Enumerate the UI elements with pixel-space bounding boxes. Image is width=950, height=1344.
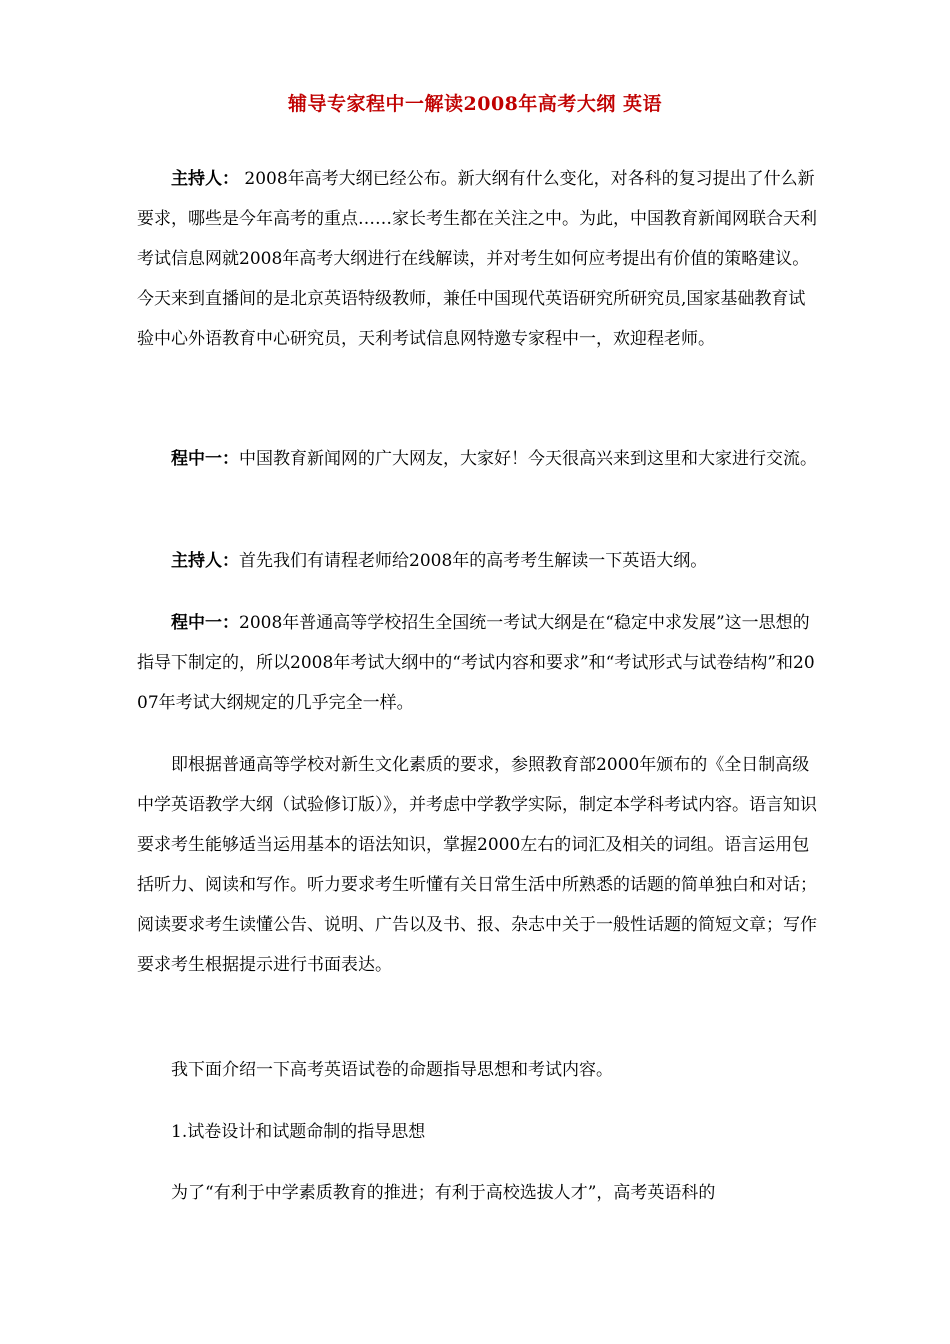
paragraph-text: 首先我们有请程老师给2008年的高考考生解读一下英语大纲。 (239, 551, 708, 571)
paragraph-text: 1.试卷设计和试题命制的指导思想 (171, 1122, 426, 1142)
paragraph-exam-content (137, 745, 817, 985)
paragraph-guiding-thought (137, 1173, 817, 1213)
section-heading (137, 1112, 817, 1152)
speaker-label: 主持人： (171, 169, 239, 189)
paragraph-guest-answer (137, 603, 817, 723)
paragraph-text: 中国教育新闻网的广大网友，大家好！今天很高兴来到这里和大家进行交流。 (239, 449, 817, 469)
paragraph-text: 即根据普通高等学校对新生文化素质的要求，参照教育部2000年颁布的《全日制高级中学英语教学大纲（试验修订版）》，并考虑中学教学实际，制定本学科考试内容。语言知识要求考生能够适当运用基本的语法知识，掌握2000左右的词汇及相关的词组。语言运用包括听力、阅读和写作。听力要求考生听懂有关日常生活中所熟悉的话题的简单独白和对话；阅读要求考生读懂公告、说明、广告以及书、报、杂志中关于一般性话题的简短文章；写作要求考生根据提示进行书面表达。 (137, 755, 817, 975)
paragraph-host-intro (137, 159, 817, 359)
paragraph-intro-next (137, 1050, 817, 1090)
speaker-label: 程中一： (171, 449, 239, 469)
paragraph-text: 为了“有利于中学素质教育的推进；有利于高校选拔人才”，高考英语科的 (171, 1183, 716, 1203)
paragraph-guest-greeting (137, 439, 817, 479)
document-title: 辅导专家程中一解读2008年高考大纲 英语 (288, 93, 662, 115)
paragraph-text: 2008年普通高等学校招生全国统一考试大纲是在“稳定中求发展”这一思想的指导下制定的，所以2008年考试大纲中的“考试内容和要求”和“考试形式与试卷结构”和2007年考试大纲规定的几乎完全一样。 (137, 613, 815, 713)
paragraph-host-question (137, 541, 817, 581)
paragraph-text: 2008年高考大纲已经公布。新大纲有什么变化，对各科的复习提出了什么新要求，哪些是今年高考的重点……家长考生都在关注之中。为此，中国教育新闻网联合天利考试信息网就2008年高考大纲进行在线解读，并对考生如何应考提出有价值的策略建议。今天来到直播间的是北京英语特级教师，兼任中国现代英语研究所研究员,国家基础教育试验中心外语教育中心研究员，天利考试信息网特邀专家程中一，欢迎程老师。 (137, 169, 817, 349)
speaker-label: 主持人： (171, 551, 239, 571)
speaker-label: 程中一： (171, 613, 239, 633)
paragraph-text: 我下面介绍一下高考英语试卷的命题指导思想和考试内容。 (171, 1060, 613, 1080)
